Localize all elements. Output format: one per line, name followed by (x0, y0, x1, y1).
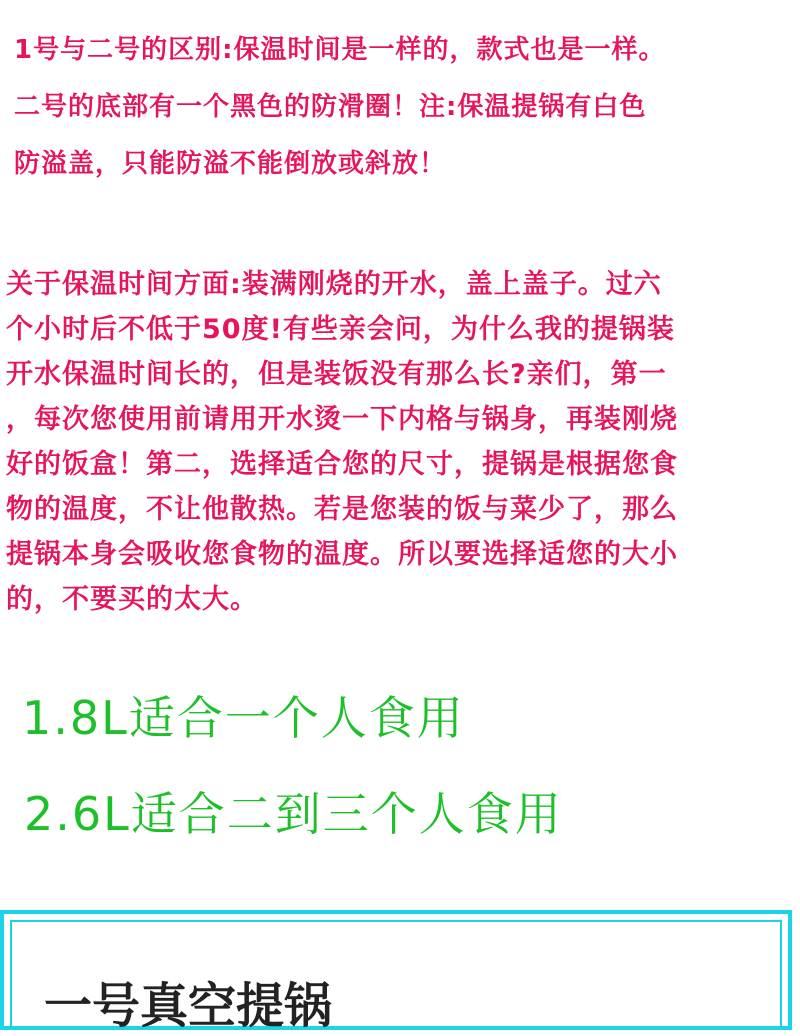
description-line: 开水保温时间长的，但是装饭没有那么长?亲们，第一 (6, 359, 667, 390)
description-line: ，每次您使用前请用开水烫一下内格与锅身，再装刚烧 (6, 404, 678, 435)
description-line: 提锅本身会吸收您食物的温度。所以要选择适您的大小 (6, 539, 678, 570)
section-title: 一号真空提锅 (44, 978, 333, 1034)
description-line: 物的温度，不让他散热。若是您装的饭与菜少了，那么 (6, 494, 678, 525)
description-line: 关于保温时间方面:装满刚烧的开水，盖上盖子。过六 (6, 269, 662, 300)
description-line: 个小时后不低于50度!有些亲会问，为什么我的提锅装 (6, 314, 675, 345)
description-line: 的，不要买的太大。 (6, 584, 258, 615)
intro-line-1: 1号与二号的区别:保温时间是一样的，款式也是一样。 (14, 35, 666, 65)
size-large-label: 2.6L适合二到三个人食用 (24, 787, 563, 841)
section-frame (0, 910, 792, 1034)
insulation-description (6, 262, 796, 622)
size-small-label: 1.8L适合一个人食用 (22, 691, 465, 745)
intro-line-3: 防溢盖，只能防溢不能倒放或斜放！ (14, 149, 447, 179)
intro-notice (14, 22, 794, 193)
description-line: 好的饭盒！第二，选择适合您的尺寸，提锅是根据您食 (6, 449, 678, 480)
intro-line-2: 二号的底部有一个黑色的防滑圈！注:保温提锅有白色 (14, 92, 647, 122)
